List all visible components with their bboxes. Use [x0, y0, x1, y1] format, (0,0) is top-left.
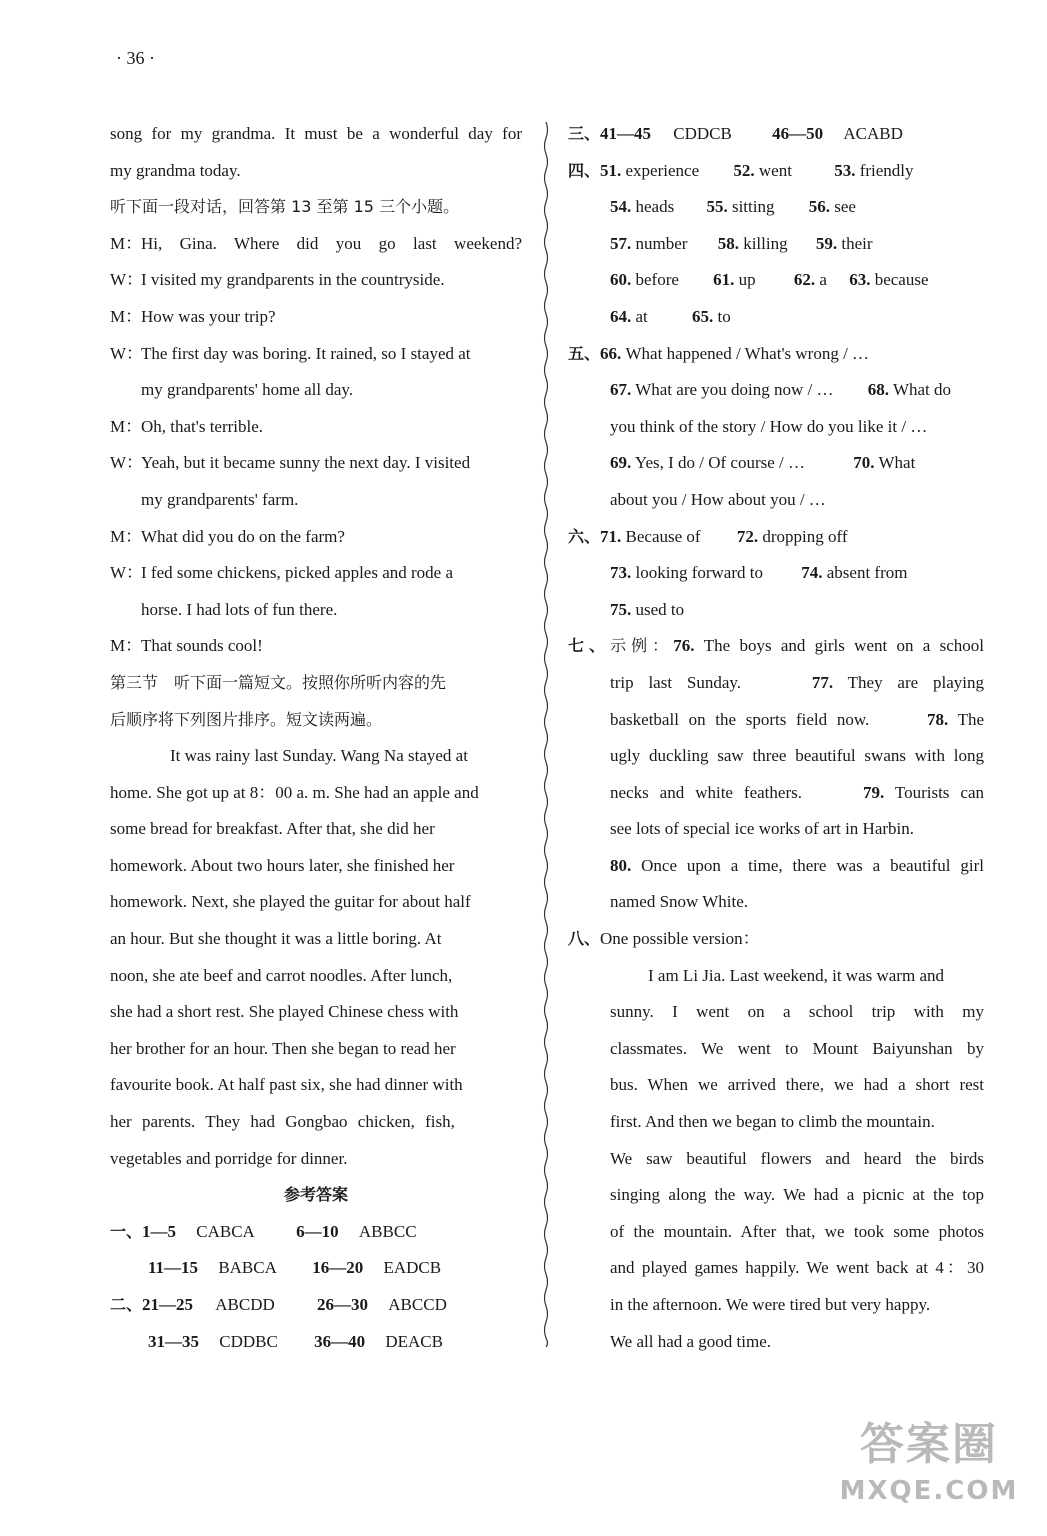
essay-line: classmates. We went to Mount Baiyunshan by — [610, 1038, 984, 1058]
answer-row: 54. heads 55. sitting 56. see — [610, 197, 856, 217]
answer-row: 73. looking forward to 74. absent from — [610, 563, 908, 583]
dialog-line: M：That sounds cool! — [110, 636, 263, 656]
answer-row: 80. Once upon a time, there was a beautiful girl — [610, 855, 984, 875]
dialog-line: my grandparents' home all day. — [141, 380, 354, 400]
answer-row: trip last Sunday. 77. They are playing — [610, 672, 984, 692]
passage-line: vegetables and porridge for dinner. — [110, 1148, 348, 1168]
dialog-line: W：Yeah, but it became sunny the next day. I visited — [110, 453, 471, 473]
answer-row: you think of the story / How do you like it / … — [610, 416, 928, 436]
dialog-line: my grandparents' farm. — [141, 489, 299, 509]
dialog-line: M：How was your trip? — [110, 306, 276, 326]
essay-line: in the afternoon. We were tired but very happy. — [610, 1295, 931, 1314]
answer-row: 一、1—5 CABCA 6—10 ABBCC — [110, 1221, 417, 1241]
passage-line: her brother for an hour. Then she began to read her — [110, 1038, 456, 1058]
passage-line: noon, she ate beef and carrot noodles. After lunch, — [110, 965, 453, 985]
section-heading: 第三节 听下面一篇短文。按照你所听内容的先 — [110, 672, 447, 692]
answers-heading: 参考答案 — [283, 1185, 348, 1205]
answer-row: 64. at 65. to — [610, 306, 731, 326]
dialog-line: horse. I had lots of fun there. — [141, 599, 338, 619]
text-line: my grandma today. — [110, 160, 241, 180]
dialog-line: W：I fed some chickens, picked apples and rode a — [110, 563, 454, 583]
section-instruction: 听下面一段对话，回答第 13 至第 15 三个小题。 — [110, 197, 460, 217]
essay-line: sunny. I went on a school trip with my — [610, 1002, 984, 1022]
essay-line: We all had a good time. — [610, 1331, 772, 1351]
essay-line: bus. When we arrived there, we had a short rest — [610, 1075, 984, 1095]
answer-row: 三、41—45 CDDCB 46—50 ACABD — [568, 124, 903, 143]
passage-line: homework. Next, she played the guitar for about half — [110, 892, 471, 912]
answer-row: necks and white feathers. 79. Tourists can — [610, 782, 984, 802]
answer-row: see lots of special ice works of art in Harbin. — [610, 819, 915, 839]
answer-row: 六、71. Because of 72. dropping off — [568, 526, 848, 546]
passage-line: It was rainy last Sunday. Wang Na stayed at — [170, 746, 468, 766]
section-heading: 后顺序将下列图片排序。短文读两遍。 — [110, 709, 383, 729]
answer-row: named Snow White. — [610, 892, 749, 912]
essay-line: I am Li Jia. Last weekend, it was warm and — [648, 965, 944, 985]
passage-line: favourite book. At half past six, she had dinner with — [110, 1075, 463, 1095]
answer-row: 八、One possible version： — [568, 929, 760, 949]
passage-line: home. She got up at 8：00 a. m. She had an apple and — [110, 782, 479, 802]
column-divider — [543, 122, 549, 1347]
answer-row: about you / How about you / … — [610, 489, 826, 509]
answer-row: basketball on the sports field now. 78. The — [610, 709, 985, 729]
answer-row: 31—35 CDDBC 36—40 DEACB — [148, 1331, 443, 1351]
passage-line: her parents. They had Gongbao chicken, fish, — [110, 1112, 455, 1132]
answer-row: ugly duckling saw three beautiful swans with long — [610, 746, 984, 766]
dialog-line: M：Oh, that's terrible. — [110, 416, 264, 436]
answer-row: 67. What are you doing now / … 68. What do — [610, 380, 952, 400]
dialog-line: W：The first day was boring. It rained, so I stayed at — [110, 343, 471, 363]
dialog-line: M：Hi, Gina. Where did you go last weekend? — [110, 233, 522, 253]
essay-line: of the mountain. After that, we took some photos — [610, 1221, 984, 1241]
essay-line: We saw beautiful flowers and heard the birds — [610, 1148, 984, 1168]
watermark-logo: 答案圈 MXQE.COM — [839, 1419, 1019, 1506]
answer-row: 69. Yes, I do / Of course / … 70. What — [610, 453, 916, 473]
answer-row: 七、示例：76. The boys and girls went on a school — [568, 636, 985, 656]
passage-line: some bread for breakfast. After that, she did her — [110, 819, 435, 839]
page-number: · 36 · — [116, 48, 155, 68]
answer-row: 二、21—25 ABCDD 26—30 ABCCD — [110, 1295, 447, 1314]
answer-row: 11—15 BABCA 16—20 EADCB — [148, 1258, 442, 1278]
answer-row: 60. before 61. up 62. a 63. because — [610, 270, 929, 290]
essay-line: singing along the way. We had a picnic at the top — [610, 1185, 984, 1205]
right-column — [568, 116, 985, 1360]
passage-line: she had a short rest. She played Chinese chess with — [110, 1002, 459, 1022]
dialog-line: W：I visited my grandparents in the countryside. — [110, 270, 445, 290]
left-column — [110, 116, 522, 1360]
answer-row: 四、51. experience 52. went 53. friendly — [568, 160, 914, 180]
answer-row: 57. number 58. killing 59. their — [610, 233, 873, 253]
text-line: song for my grandma. It must be a wonderful day for — [110, 124, 522, 143]
essay-line: and played games happily. We went back at 4：30 — [610, 1258, 984, 1278]
passage-line: an hour. But she thought it was a little boring. At — [110, 929, 442, 949]
essay-line: first. And then we began to climb the mountain. — [610, 1112, 935, 1132]
dialog-line: M：What did you do on the farm? — [110, 526, 345, 546]
answer-row: 75. used to — [610, 599, 685, 619]
answer-row: 五、66. What happened / What's wrong / … — [568, 343, 870, 363]
passage-line: homework. About two hours later, she finished her — [110, 855, 455, 875]
